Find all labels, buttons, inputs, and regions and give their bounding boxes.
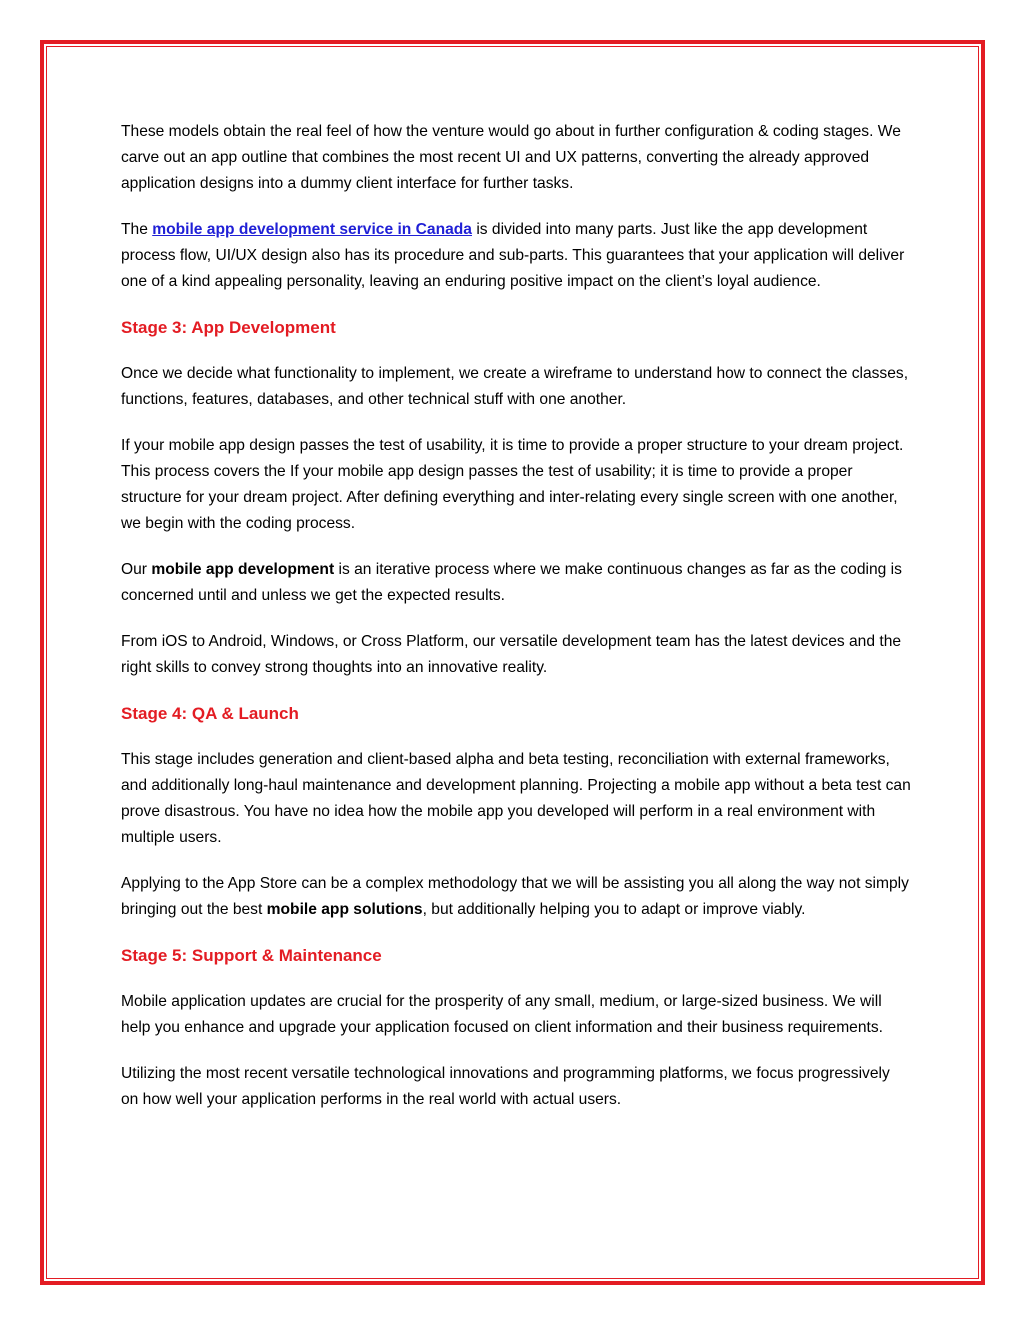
paragraph-usability: If your mobile app design passes the test of usability, it is time to provide a proper structure to your dream project. This process covers the If your mobile app design passes the test of usability; it is time to provide a proper structure for your dream project. After defining everything and inter-relating every single screen with one another, we begin with the coding process. [121, 437, 904, 532]
paragraph-innovations: Utilizing the most recent versatile technological innovations and programming platforms, we focus progressively on how well your application performs in the real world with actual users. [121, 1065, 890, 1108]
paragraph-models: These models obtain the real feel of how the venture would go about in further configuration & coding stages. We carve out an app outline that combines the most recent UI and UX patterns, converting the already approved application designs into a dummy client interface for further tasks. [121, 123, 901, 192]
paragraph-text: The [121, 221, 153, 238]
paragraph-testing: This stage includes generation and client-based alpha and beta testing, reconciliation with external frameworks, and additionally long-haul maintenance and development planning. Projecting a mobile app without a beta test can prove disastrous. You have no idea how the mobile app you developed will perform in a real environment with multiple users. [121, 751, 911, 846]
paragraph-service-parts [121, 217, 911, 295]
paragraph-text: is an iterative process where we make continuous changes as far as the coding is concerned until and unless we get the expected results. [121, 561, 902, 604]
paragraph-iterative [121, 557, 911, 609]
mobile-app-service-link[interactable]: mobile app development service in Canada [152, 221, 472, 238]
stage-3-heading: Stage 3: App Development [121, 318, 336, 337]
paragraph-text: , but additionally helping you to adapt or improve viably. [422, 901, 806, 918]
paragraph-text: Applying to the App Store can be a complex methodology that we will be assisting you all along the way not simply bringing out the best [121, 875, 909, 918]
bold-term: mobile app development [151, 561, 335, 578]
stage-4-heading: Stage 4: QA & Launch [121, 704, 299, 723]
document-body [121, 119, 911, 1133]
paragraph-updates: Mobile application updates are crucial for the prosperity of any small, medium, or large-sized business. We will help you enhance and upgrade your application focused on client information and their business requirements. [121, 993, 883, 1036]
bold-term: mobile app solutions [266, 901, 423, 918]
paragraph-text: is divided into many parts. Just like the app development process flow, UI/UX design also has its procedure and sub-parts. This guarantees that your application will deliver one of a kind appealing personality, leaving an enduring positive impact on the client’s loyal audience. [121, 221, 905, 290]
stage-5-heading: Stage 5: Support & Maintenance [121, 946, 382, 965]
paragraph-wireframe: Once we decide what functionality to implement, we create a wireframe to understand how to connect the classes, functions, features, databases, and other technical stuff with one another. [121, 365, 909, 408]
paragraph-platforms: From iOS to Android, Windows, or Cross Platform, our versatile development team has the latest devices and the right skills to convey strong thoughts into an innovative reality. [121, 633, 902, 676]
paragraph-text: Our [121, 561, 152, 578]
paragraph-app-store [121, 871, 911, 923]
